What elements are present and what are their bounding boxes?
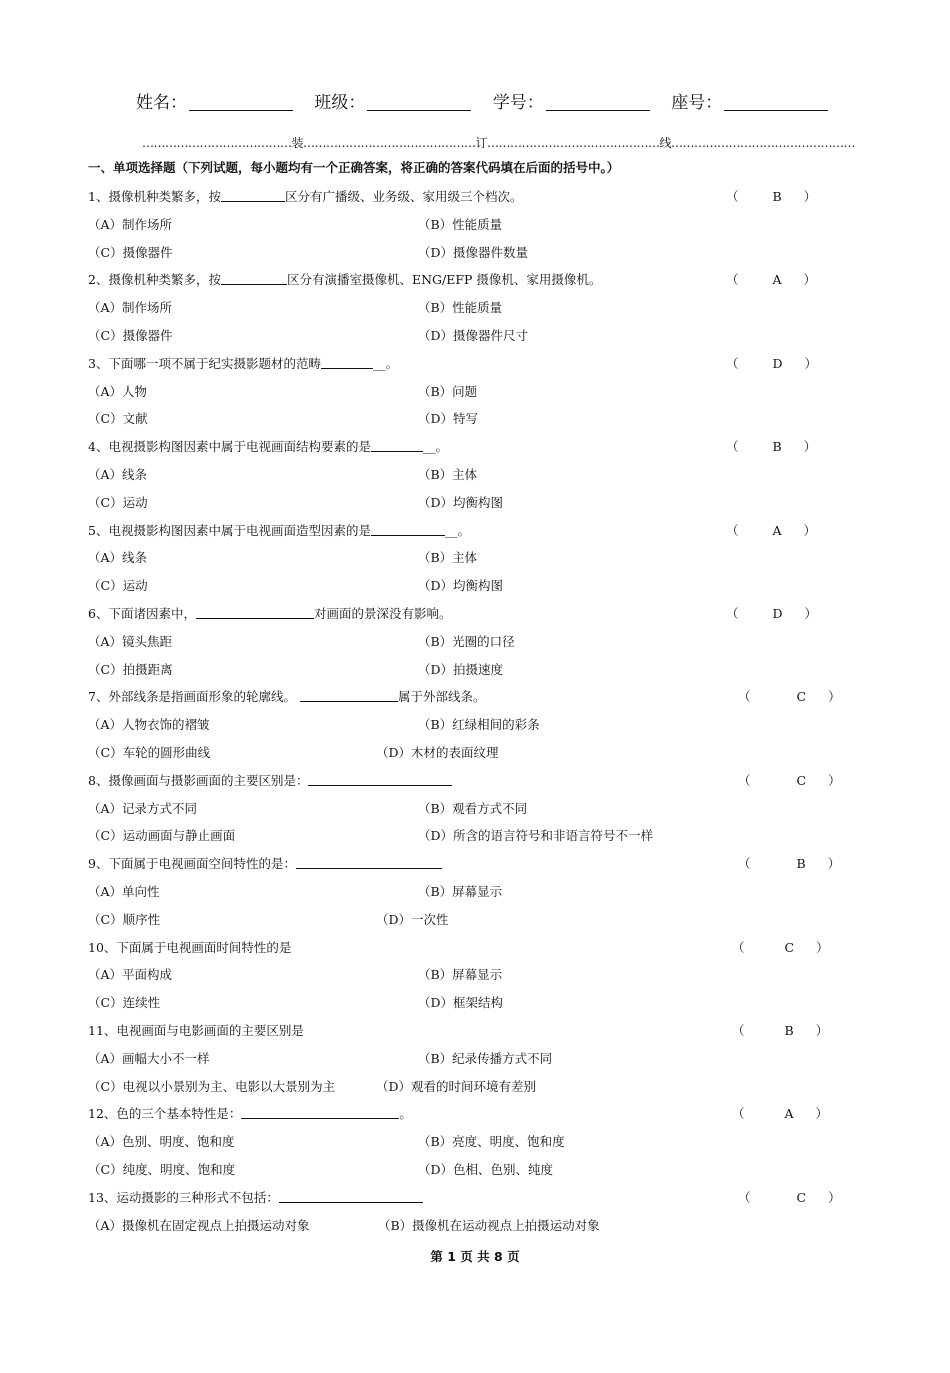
option-item[interactable]: （D）观看的时间环境有差别	[376, 1078, 537, 1094]
answer-letter: D	[772, 355, 783, 371]
option-item[interactable]: （B）红绿相间的彩条	[418, 717, 540, 733]
question-row	[0, 270, 950, 292]
question-text-tail: 区分有广播级、业务级、家用级三个档次。	[284, 189, 523, 204]
bracket-close: ）	[828, 772, 841, 788]
total-pages: 8	[494, 1249, 503, 1264]
option-item[interactable]: （D）均衡构图	[418, 578, 504, 594]
option-item[interactable]: （B）主体	[418, 467, 478, 482]
question-text: 5、电视摄影构图因素中属于电视画面造型因素的是	[88, 522, 371, 538]
question-text: 11、电视画面与电影画面的主要区别是	[88, 1023, 304, 1038]
option-item[interactable]: （D）拍摄速度	[418, 661, 504, 677]
answer-bracket[interactable]: （ C ）	[738, 1189, 841, 1205]
option-item[interactable]: （C）车轮的圆形曲线	[88, 745, 211, 760]
question-stem	[88, 1104, 412, 1122]
question-row	[0, 1188, 950, 1210]
option-item[interactable]: （B）屏幕显示	[418, 967, 503, 983]
footer-prefix: 第	[430, 1249, 443, 1264]
question-text: 8、摄像画面与摄影画面的主要区别是：	[88, 772, 309, 788]
bracket-close: ）	[803, 272, 817, 288]
question-text-tail: 属于外部线条。	[397, 689, 486, 705]
seat-blank[interactable]	[724, 94, 828, 111]
option-item[interactable]: （A）制作场所	[88, 216, 173, 232]
answer-letter: C	[796, 772, 807, 788]
option-item[interactable]: （B）问题	[418, 383, 478, 399]
bracket-close: ）	[804, 606, 818, 621]
option-item[interactable]: （B）摄像机在运动视点上拍摄运动对象	[378, 1217, 600, 1233]
question-text-tail: 区分有演播室摄像机、ENG/EFP 摄像机、家用摄像机。	[286, 272, 602, 288]
answer-blank[interactable]	[300, 689, 398, 702]
option-item[interactable]: （D）框架结构	[418, 995, 504, 1011]
question-row	[0, 1104, 950, 1126]
question-text-tail: __。	[372, 355, 398, 371]
answer-bracket[interactable]: （ A ）	[732, 1106, 829, 1122]
question-row	[0, 938, 950, 960]
bracket-close: ）	[803, 522, 817, 538]
option-item[interactable]: （C）摄像器件	[88, 244, 173, 260]
bracket-close: ）	[803, 189, 817, 204]
option-item[interactable]: （B）屏幕显示	[418, 884, 503, 899]
question-row	[0, 437, 950, 459]
answer-letter: D	[772, 606, 783, 621]
option-item[interactable]: （B）观看方式不同	[418, 800, 528, 816]
question-text: 9、下面属于电视画面空间特性的是：	[88, 856, 296, 872]
question-stem	[88, 1188, 423, 1206]
option-item[interactable]: （B）光圈的口径	[418, 633, 515, 649]
seat-label: 座号：	[671, 93, 723, 113]
bracket-close: ）	[804, 355, 818, 371]
question-text: 3、下面哪一项不属于纪实摄影题材的范畴	[88, 355, 321, 371]
question-stem	[88, 938, 291, 956]
option-item[interactable]: （A）人物衣饰的褶皱	[88, 717, 210, 733]
answer-letter: B	[784, 1023, 794, 1038]
option-item[interactable]: （A）摄像机在固定视点上拍摄运动对象	[88, 1217, 310, 1233]
name-blank[interactable]	[189, 94, 293, 111]
question-text: 2、摄像机种类繁多，按	[88, 272, 221, 288]
option-item[interactable]: （C）运动	[88, 578, 148, 594]
answer-bracket[interactable]: （ C ）	[732, 939, 829, 955]
answer-letter: B	[772, 439, 782, 455]
bracket-close: ）	[803, 439, 817, 455]
option-item[interactable]: （A）色别、明度、饱和度	[88, 1134, 235, 1150]
option-item[interactable]: （A）人物	[88, 383, 148, 399]
class-blank[interactable]	[367, 94, 471, 111]
seat-field[interactable]	[671, 88, 828, 113]
question-text-tail: 对画面的景深没有影响。	[313, 606, 452, 621]
question-row	[0, 854, 950, 876]
question-row	[0, 521, 950, 543]
answer-letter: C	[784, 939, 795, 955]
answer-blank[interactable]	[296, 856, 442, 869]
footer-suffix: 页	[507, 1249, 520, 1264]
answer-blank[interactable]	[321, 356, 373, 369]
question-stem	[88, 1021, 304, 1039]
answer-blank[interactable]	[308, 773, 452, 786]
answer-bracket[interactable]: （ B ）	[726, 189, 817, 204]
class-label: 班级：	[314, 93, 366, 113]
name-field[interactable]	[136, 88, 293, 113]
question-stem	[88, 521, 470, 539]
option-item[interactable]: （A）镜头焦距	[88, 633, 173, 649]
answer-blank[interactable]	[221, 189, 285, 202]
question-text: 12、色的三个基本特性是：	[88, 1106, 242, 1122]
option-item[interactable]: （D）所含的语言符号和非语言符号不一样	[418, 828, 654, 844]
option-item[interactable]: （D）一次性	[376, 911, 449, 927]
answer-bracket[interactable]: （ C ）	[738, 772, 841, 788]
option-item[interactable]: （A）线条	[88, 550, 148, 566]
option-item[interactable]: （B）纪录传播方式不同	[418, 1050, 553, 1066]
answer-bracket[interactable]: （ B ）	[738, 856, 841, 872]
option-item[interactable]: （A）平面构成	[88, 967, 173, 983]
option-item[interactable]: （C）连续性	[88, 995, 161, 1011]
answer-letter: B	[772, 189, 782, 204]
option-item[interactable]: （A）画幅大小不一样	[88, 1050, 210, 1066]
answer-letter: B	[796, 856, 806, 872]
student-id-blank[interactable]	[546, 94, 650, 111]
question-text: 4、电视摄影构图因素中属于电视画面结构要素的是	[88, 439, 371, 455]
binding-line: …………………………………装………………………………………订………………………………………线…………………………………………	[142, 136, 856, 150]
footer-middle: 页 共	[460, 1249, 490, 1264]
answer-bracket[interactable]: （ D ）	[726, 355, 818, 371]
bracket-close: ）	[827, 856, 841, 872]
answer-blank[interactable]	[279, 1190, 423, 1203]
option-item[interactable]: （D）摄像器件尺寸	[418, 328, 529, 343]
answer-blank[interactable]	[371, 523, 445, 536]
question-row	[0, 354, 950, 376]
answer-letter: C	[796, 1189, 807, 1205]
option-item[interactable]: （B）性能质量	[418, 300, 503, 316]
question-text: 1、摄像机种类繁多，按	[88, 189, 221, 204]
section-title: 一、单项选择题（下列试题，每小题均有一个正确答案，将正确的答案代码填在后面的括号中。）	[88, 160, 620, 175]
answer-bracket[interactable]: （ B ）	[732, 1023, 829, 1038]
answer-bracket[interactable]: （ A ）	[726, 522, 817, 538]
answer-bracket[interactable]: （ D ）	[726, 606, 818, 621]
answer-blank[interactable]	[241, 1106, 399, 1119]
option-item[interactable]: （C）文献	[88, 411, 148, 427]
question-stem	[88, 687, 485, 705]
answer-blank[interactable]	[221, 272, 287, 285]
question-stem	[88, 771, 452, 789]
student-info-header	[136, 88, 826, 114]
question-text-tail: __。	[444, 522, 470, 538]
question-stem	[88, 437, 448, 455]
option-item[interactable]: （C）纯度、明度、饱和度	[88, 1162, 236, 1177]
question-text: 13、运动摄影的三种形式不包括：	[88, 1189, 279, 1205]
question-text: 7、外部线条是指画面形象的轮廓线。	[88, 689, 300, 705]
class-field[interactable]	[314, 88, 471, 113]
option-item[interactable]: （A）单向性	[88, 884, 160, 899]
bracket-close: ）	[815, 1106, 829, 1122]
binding-char-xian: 线	[659, 136, 672, 150]
answer-bracket[interactable]: （ C ）	[738, 689, 841, 705]
question-row	[0, 604, 950, 626]
question-text-tail: 。	[399, 1106, 412, 1122]
bracket-close: ）	[828, 689, 841, 705]
answer-blank[interactable]	[371, 439, 423, 452]
page-number: 1	[447, 1249, 456, 1264]
question-text: 10、下面属于电视画面时间特性的是	[88, 939, 292, 955]
answer-letter: A	[784, 1106, 794, 1122]
bracket-close: ）	[816, 939, 829, 955]
option-item[interactable]: （C）运动画面与静止画面	[88, 828, 236, 844]
question-row	[0, 187, 950, 209]
bracket-close: ）	[815, 1023, 829, 1038]
option-item[interactable]: （C）电视以小景别为主、电影以大景别为主	[88, 1078, 336, 1094]
student-id-label: 学号：	[492, 93, 544, 113]
answer-bracket[interactable]: （ B ）	[726, 439, 817, 455]
bracket-close: ）	[828, 1189, 841, 1205]
option-item[interactable]: （A）线条	[88, 467, 148, 482]
question-stem	[88, 604, 451, 622]
page-footer	[0, 1247, 950, 1265]
option-item[interactable]: （C）运动	[88, 494, 148, 510]
option-item[interactable]: （A）制作场所	[88, 300, 173, 316]
question-stem	[88, 187, 522, 205]
student-id-field[interactable]	[493, 88, 650, 113]
question-text: 6、下面诸因素中，	[88, 606, 196, 621]
binding-char-ding: 订	[475, 136, 488, 150]
answer-letter: A	[772, 522, 782, 538]
option-item[interactable]: （D）均衡构图	[418, 494, 504, 510]
question-row	[0, 687, 950, 709]
answer-letter: C	[796, 689, 807, 705]
option-item[interactable]: （A）记录方式不同	[88, 800, 198, 816]
question-row	[0, 771, 950, 793]
option-item[interactable]: （C）顺序性	[88, 911, 161, 927]
option-item[interactable]: （D）摄像器件数量	[418, 244, 529, 260]
option-item[interactable]: （C）摄像器件	[88, 328, 173, 343]
question-row	[0, 1021, 950, 1043]
option-item[interactable]: （C）拍摄距离	[88, 661, 173, 677]
option-item[interactable]: （B）性能质量	[418, 216, 503, 232]
question-stem	[88, 354, 398, 372]
option-item[interactable]: （D）特写	[418, 411, 479, 427]
option-item[interactable]: （D）木材的表面纹理	[376, 745, 499, 760]
question-stem	[88, 270, 601, 288]
binding-char-zhuang: 装	[291, 136, 304, 150]
question-text-tail: __。	[422, 439, 448, 455]
question-stem	[88, 854, 442, 872]
answer-letter: A	[772, 272, 782, 288]
option-item[interactable]: （D）色相、色别、纯度	[418, 1162, 554, 1177]
option-item[interactable]: （B）亮度、明度、饱和度	[418, 1134, 565, 1150]
name-label: 姓名：	[136, 93, 187, 113]
option-item[interactable]: （B）主体	[418, 550, 478, 566]
answer-bracket[interactable]: （ A ）	[726, 272, 817, 288]
answer-blank[interactable]	[196, 606, 314, 619]
